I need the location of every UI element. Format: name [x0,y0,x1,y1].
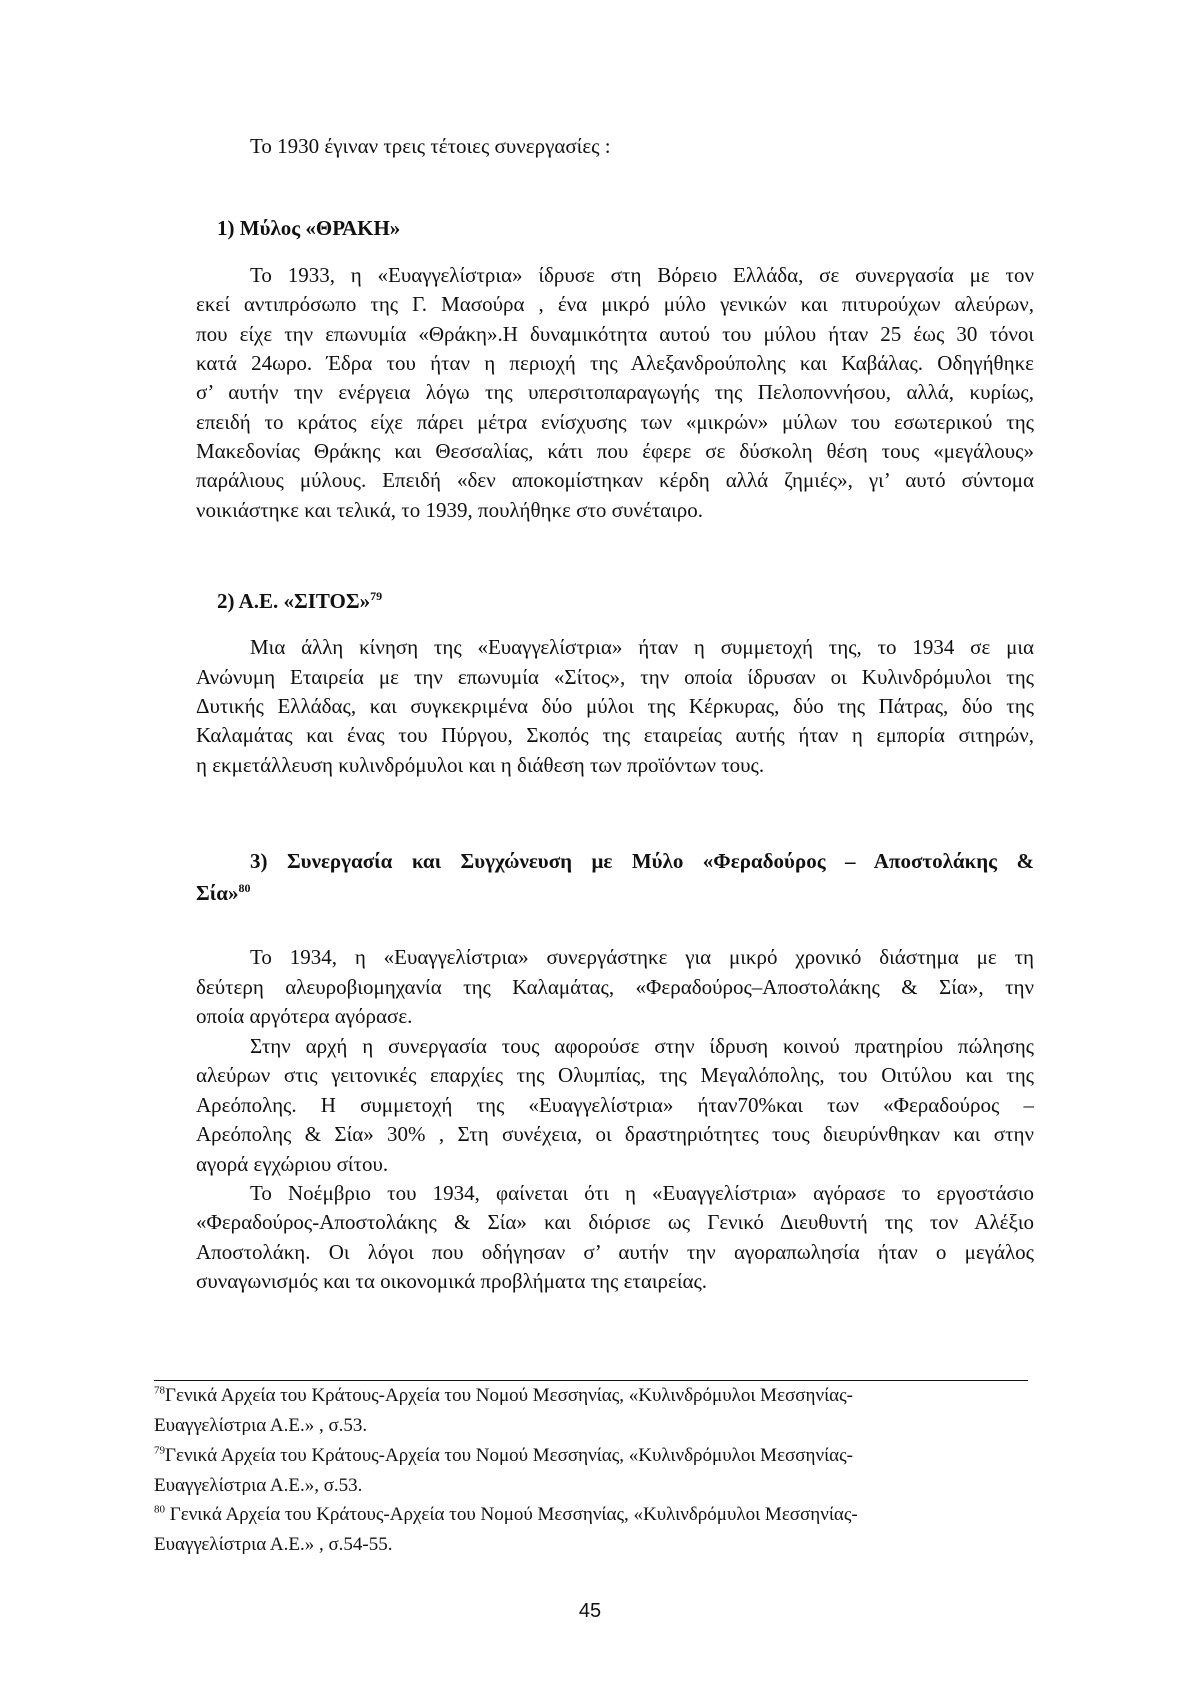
footnote-number: 78 [154,1384,165,1397]
footnote-80-cont: Ευαγγελίστρια Α.Ε.» , σ.54-55. [154,1534,393,1555]
paragraph-line: σ’ αυτήν την ενέργεια λόγω της υπερσιτοπαραγωγής της Πελοποννήσου, αλλά, κυρίως, [196,380,1034,404]
footnote-79 [154,1441,954,1471]
paragraph-line: Το 1934, η «Ευαγγελίστρια» συνεργάστηκε για μικρό χρονικό διάστημα με τη [250,945,1034,969]
paragraph-line: Το 1933, η «Ευαγγελίστρια» ίδρυσε στη Βόρειο Ελλάδα, σε συνεργασία με τον [250,263,1034,287]
paragraph-line: Μακεδονίας Θράκης και Θεσσαλίας, κάτι που έφερε σε δύσκολη θέση τους «μεγάλους» [196,439,1034,463]
paragraph-line: Το Νοέμβριο του 1934, φαίνεται ότι η «Ευαγγελίστρια» αγόρασε το εργοστάσιο [250,1181,1034,1205]
paragraph-line: Καλαμάτας και ένας του Πύργου, Σκοπός της εταιρείας αυτής ήταν η εμπορία σιτηρών, [196,723,1034,747]
footnote-number: 80 [154,1503,165,1516]
footnote-ref-80: 80 [238,881,251,895]
footnote-text: Γενικά Αρχεία του Κράτους-Αρχεία του Νομού Μεσσηνίας, «Κυλινδρόμυλοι Μεσσηνίας- [165,1504,858,1525]
paragraph-line: Στην αρχή η συνεργασία τους αφορούσε στην ίδρυση κοινού πρατηρίου πώλησης [250,1034,1034,1058]
footnote-80 [154,1500,954,1530]
intro-text: Το 1930 έγιναν τρεις τέτοιες συνεργασίες : [250,134,611,158]
paragraph-line: Αρεόπολης & Σία» 30% , Στη συνέχεια, οι δραστηριότητες τους διευρύνθηκαν και στην [196,1122,1034,1146]
footnote-text: Γενικά Αρχεία του Κράτους-Αρχεία του Νομού Μεσσηνίας, «Κυλινδρόμυλοι Μεσσηνίας- [165,1385,853,1406]
paragraph-line: Αρεόπολης. Η συμμετοχή της «Ευαγγελίστρια» ήταν70%και των «Φεραδούρος – [196,1093,1034,1117]
footnote-ref-79: 79 [370,589,383,603]
paragraph-line: η εκμετάλλευση κυλινδρόμυλοι και η διάθεση των προϊόντων τους. [196,753,765,777]
paragraph-line: «Φεραδούρος-Αποστολάκης & Σία» και διόρισε ως Γενικό Διευθυντή της τον Αλέξιο [196,1210,1034,1234]
footnote-number: 79 [154,1444,165,1457]
paragraph-line: παράλιους μύλους. Επειδή «δεν αποκομίστηκαν κέρδη αλλά ζημιές», γι’ αυτό σύντομα [196,468,1034,492]
footnote-text: Γενικά Αρχεία του Κράτους-Αρχεία του Νομού Μεσσηνίας, «Κυλινδρόμυλοι Μεσσηνίας- [165,1445,853,1466]
paragraph-line: νοικιάστηκε και τελικά, το 1939, πουλήθηκε στο συνέταιρο. [196,498,704,522]
section-2-heading-text: 2) Α.Ε. «ΣΙΤΟΣ» [217,589,371,613]
section-3-heading-line-2 [196,877,1018,909]
page-number: 45 [578,1600,602,1622]
paragraph-line: αλεύρων στις γειτονικές επαρχίες της Ολυμπίας, της Μεγαλόπολης, του Οιτύλου και της [196,1063,1034,1087]
paragraph-line: Αποστολάκη. Οι λόγοι που οδήγησαν σ’ αυτήν την αγοραπωλησία ήταν ο μεγάλος [196,1240,1034,1264]
section-3-heading-line-1: 3) Συνεργασία και Συγχώνευση με Μύλο «Φεραδούρος – Αποστολάκης & [250,849,1034,873]
paragraph-line: που είχε την επωνυμία «Θράκη».Η δυναμικότητα αυτού του μύλου ήταν 25 έως 30 τόνοι [196,322,1034,346]
paragraph-line: Δυτικής Ελλάδας, και συγκεκριμένα δύο μύλοι της Κέρκυρας, δύο της Πάτρας, δύο της [196,694,1034,718]
paragraph-line: δεύτερη αλευροβιομηχανία της Καλαμάτας, «Φεραδούρος–Αποστολάκης & Σία», την [196,975,1034,999]
paragraph-line: κατά 24ωρο. Έδρα του ήταν η περιοχή της Αλεξανδρούπολης και Καβάλας. Οδηγήθηκε [196,351,1034,375]
section-1-heading: 1) Μύλος «ΘΡΑΚΗ» [217,216,401,240]
section-3-heading-text: Σία» [196,881,239,905]
paragraph-line: Ανώνυμη Εταιρεία με την επωνυμία «Σίτος», την οποία ίδρυσαν οι Κυλινδρόμυλοι της [196,665,1034,689]
paragraph-line: οποία αργότερα αγόρασε. [196,1004,413,1028]
footnote-78 [154,1381,954,1411]
paragraph-line: αγορά εγχώριου σίτου. [196,1152,389,1176]
paragraph-line: Μια άλλη κίνηση της «Ευαγγελίστρια» ήταν η συμμετοχή της, το 1934 σε μια [250,635,1034,659]
section-2-heading [217,585,1039,617]
footnote-79-cont: Ευαγγελίστρια Α.Ε.», σ.53. [154,1475,363,1496]
footnote-78-cont: Ευαγγελίστρια Α.Ε.» , σ.53. [154,1415,368,1436]
paragraph-line: εκεί αντιπρόσωπο της Γ. Μασούρα , ένα μικρό μύλο γενικών και πιτυρούχων αλεύρων, [196,292,1034,316]
paragraph-line: συναγωνισμός και τα οικονομικά προβλήματα της εταιρείας. [196,1269,708,1293]
paragraph-line: επειδή το κράτος είχε πάρει μέτρα ενίσχυσης των «μικρών» μύλων του εσωτερικού της [196,410,1034,434]
